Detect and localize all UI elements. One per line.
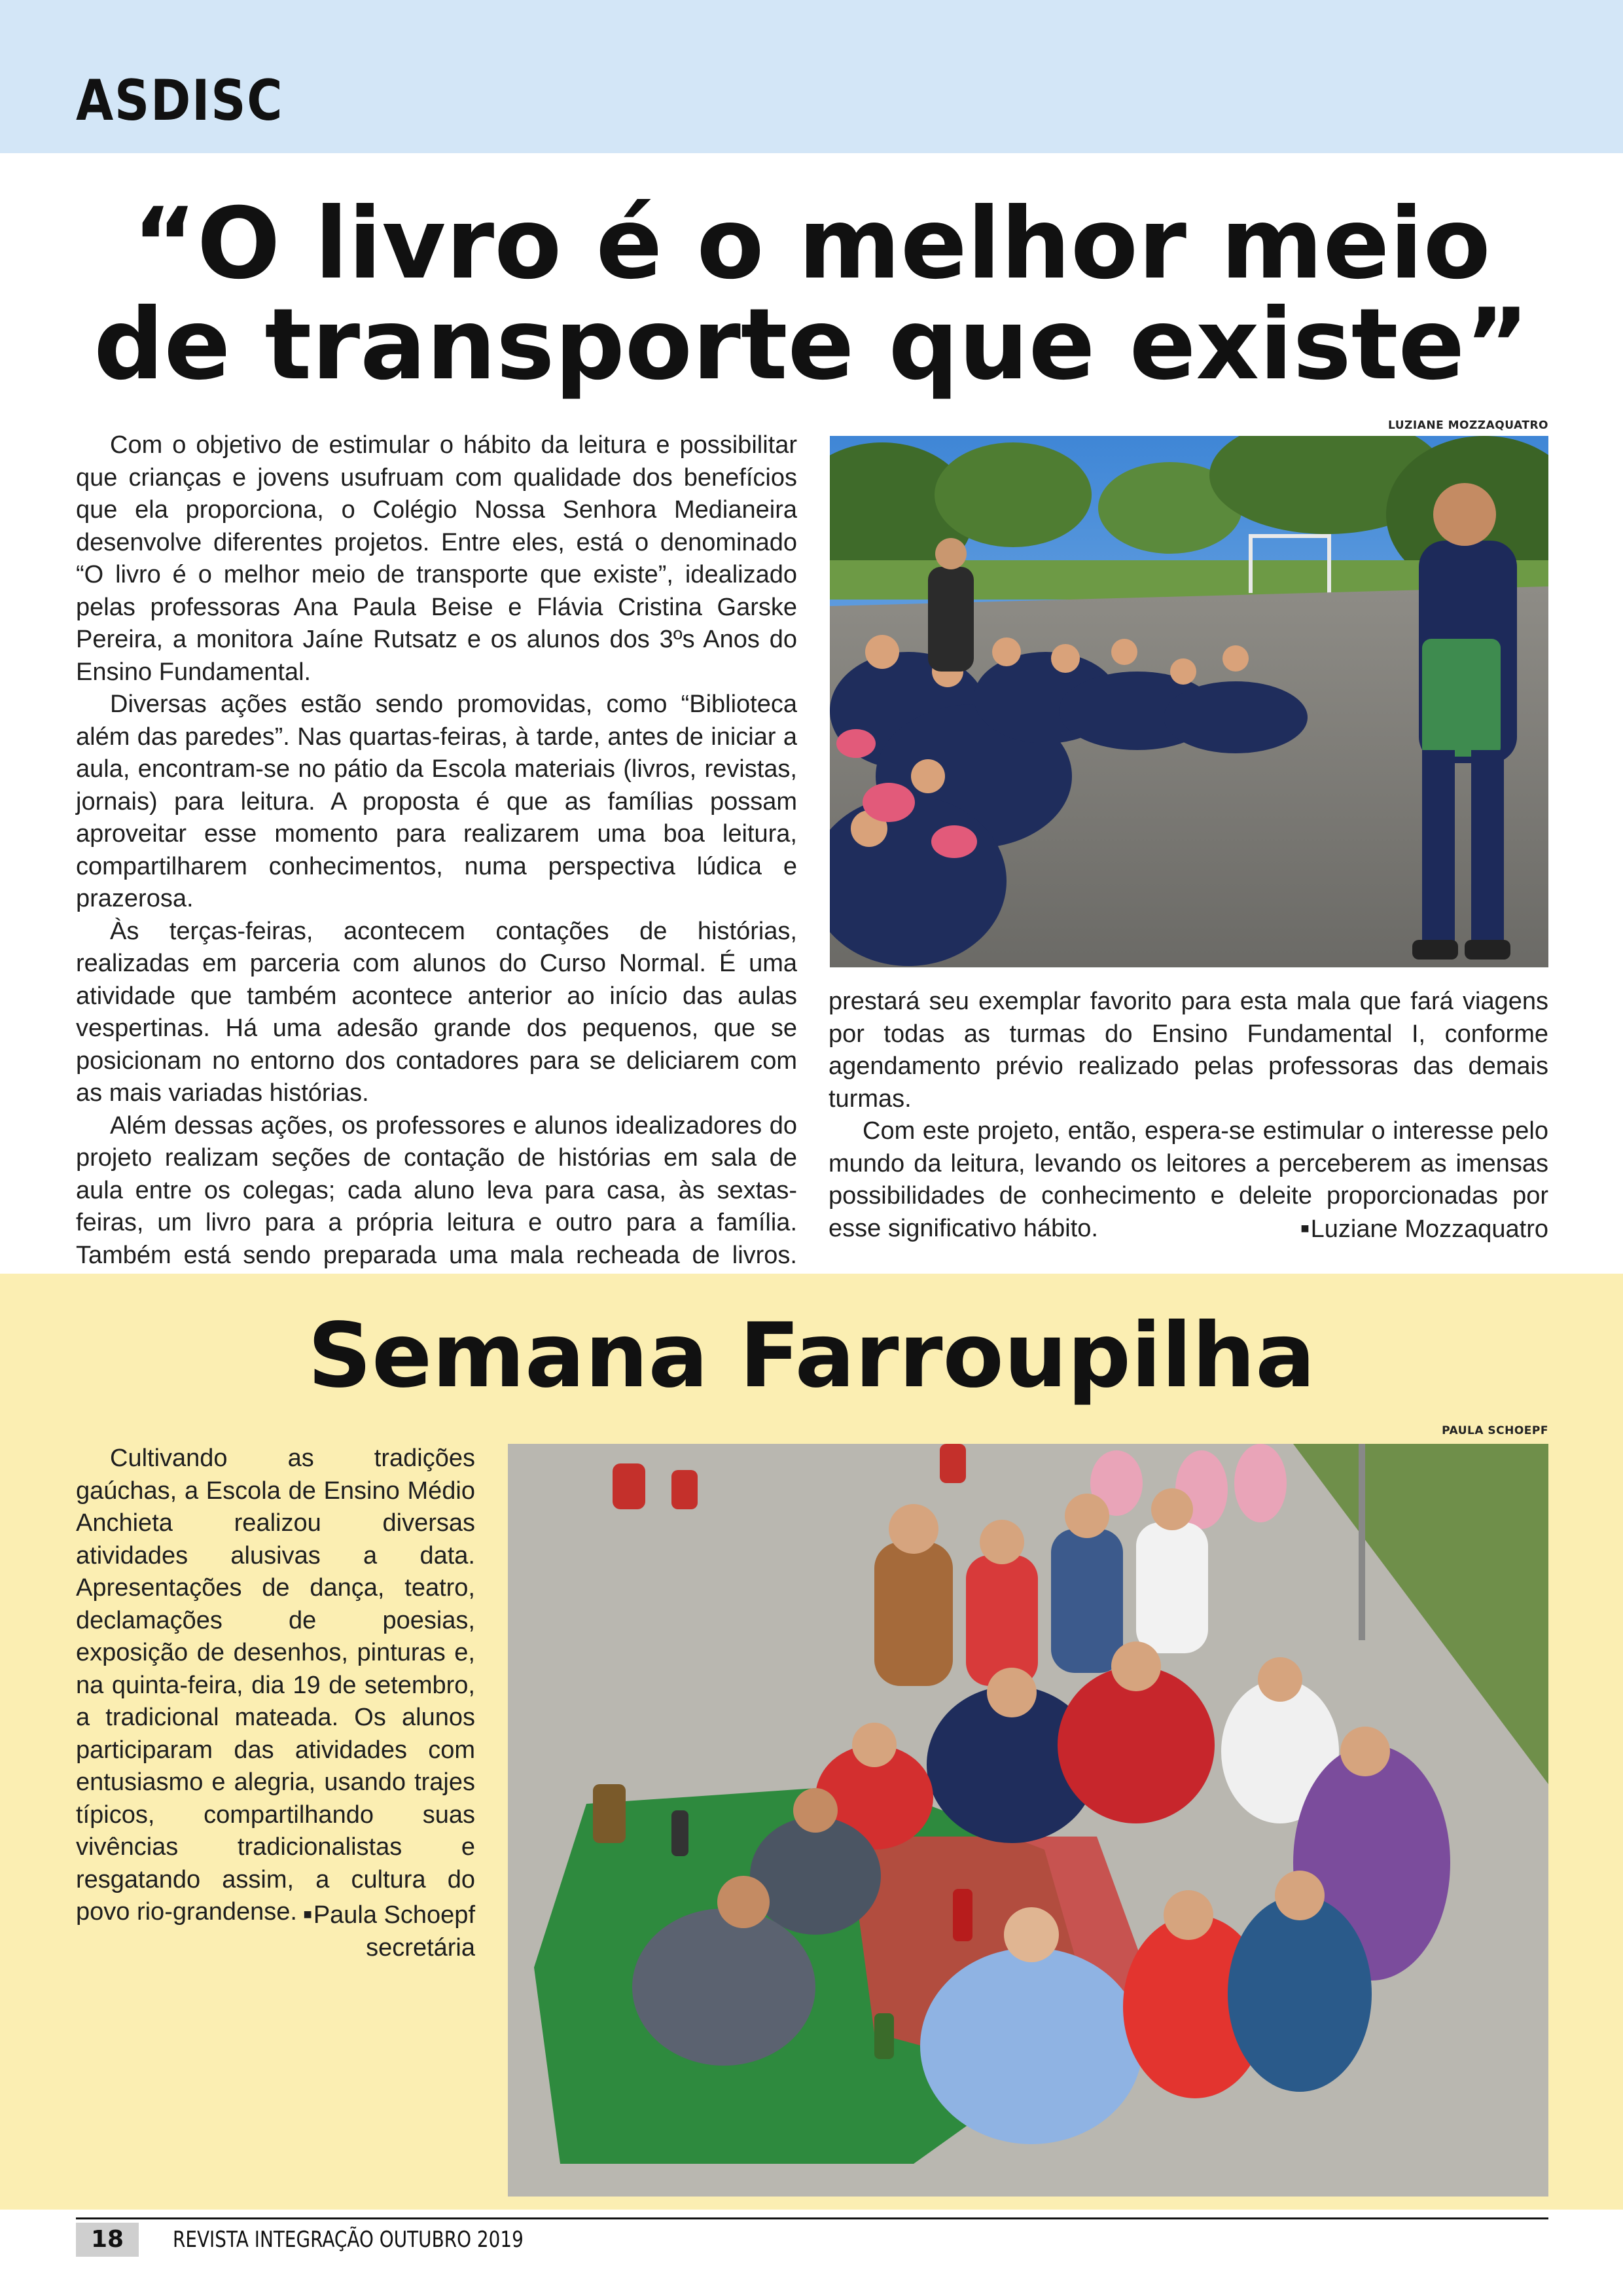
storytelling-photo-image: [830, 436, 1548, 967]
page-number: 18: [76, 2223, 139, 2257]
article1-signature: [1113, 1212, 1548, 1246]
signature-name-line: [76, 1898, 475, 1932]
article2-headline: Semana Farroupilha: [308, 1304, 1315, 1408]
photo-credit: LUZIANE MOZZAQUATRO: [1388, 419, 1548, 432]
article1-left-column: [76, 429, 797, 1304]
article2-signature: [76, 1898, 475, 1964]
bullet-icon: ■: [303, 1906, 312, 1922]
author-name: Luziane Mozzaquatro: [1310, 1215, 1548, 1243]
article1-paragraph: Às terças-feiras, acontecem contações de histórias, realizadas em parceria com alunos do Curso Normal. É uma atividade que também acontece anterior ao início das aulas vespertinas. Há uma adesão grande dos pequenos, que se posicionam no entorno dos contadores para se deliciarem com as mais variadas histórias.: [76, 917, 797, 1107]
article-headline-line2: de transporte que existe”: [94, 288, 1529, 402]
article1-paragraph: Com o objetivo de estimular o hábito da leitura e possibilitar que crianças e jovens usufruam com qualidade dos benefícios que ela proporciona, o Colégio Nossa Senhora Medianeira desenvolve diferentes projetos. Entre eles, está o denominado “O livro é o melhor meio de transporte que existe”, idealizado pelas professoras Ana Paula Beise e Flávia Cristina Garske Pereira, a monitora Jaíne Rutsatz e os alunos dos 3ºs Anos do Ensino Fundamental.: [76, 431, 797, 686]
article1-right-column: [829, 986, 1548, 1245]
article1-paragraph: prestará seu exemplar favorito para esta mala que fará viagens por todas as turmas do Ensino Fundamental I, conforme agendamento prévio realizado pelas professoras das demais turmas.: [829, 988, 1548, 1113]
section-tag: ASDISC: [76, 68, 284, 134]
article2-paragraph: Cultivando as tradições gaúchas, a Escola de Ensino Médio Anchieta realizou diversas atividades alusivas a data. Apresentações de dança, teatro, declamações de poesias, exposição de desenhos, pinturas e, na quinta-feira, dia 19 de setembro, a tradicional mateada. Os alunos participaram das atividades com entusiasmo e alegria, usando trajes típicos, compartilhando suas vivências tradicionalistas e resgatando assim, a cultura do povo rio-grandense.: [76, 1444, 475, 1926]
footer-rule: [76, 2217, 1548, 2219]
article2-column: [76, 1443, 475, 1929]
magazine-title: REVISTA INTEGRAÇÃO OUTUBRO 2019: [173, 2227, 524, 2253]
farroupilha-photo: [508, 1444, 1548, 2197]
photo-credit: PAULA SCHOEPF: [1442, 1424, 1548, 1437]
article-headline-line1: “O livro é o melhor meio: [132, 187, 1491, 301]
article1-paragraph: Além dessas ações, os professores e alunos idealizadores do projeto realizam seções de contação de histórias em sala de aula entre os colegas; cada aluno leva para casa, às sextas-feiras, um livro para a própria leitura e outro para a família. Também está sendo preparada uma mala recheada de livros.: [76, 1111, 797, 1269]
bullet-icon: ■: [1300, 1220, 1310, 1236]
author-role: secretária: [366, 1933, 475, 1962]
article1-paragraph: Com este projeto, então, espera-se estimular o interesse pelo mundo da leitura, levando os leitores a perceberem as imensas possibilidades de conhecimento e deleite proporcionadas por esse significativo hábito.: [829, 1117, 1548, 1242]
author-name: Paula Schoepf: [313, 1901, 475, 1929]
article1-paragraph: Diversas ações estão sendo promovidas, como “Biblioteca além das paredes”. Nas quartas-feiras, à tarde, antes de iniciar a aula, encontram-se no pátio da Escola materiais (livros, revistas, jornais) para leitura. A proposta é que as famílias possam aproveitar esse momento para realizarem uma boa leitura, compartilharem conhecimentos, numa perspectiva lúdica e prazerosa.: [76, 691, 797, 912]
storytelling-photo: [830, 436, 1548, 967]
farroupilha-photo-image: [508, 1444, 1548, 2197]
